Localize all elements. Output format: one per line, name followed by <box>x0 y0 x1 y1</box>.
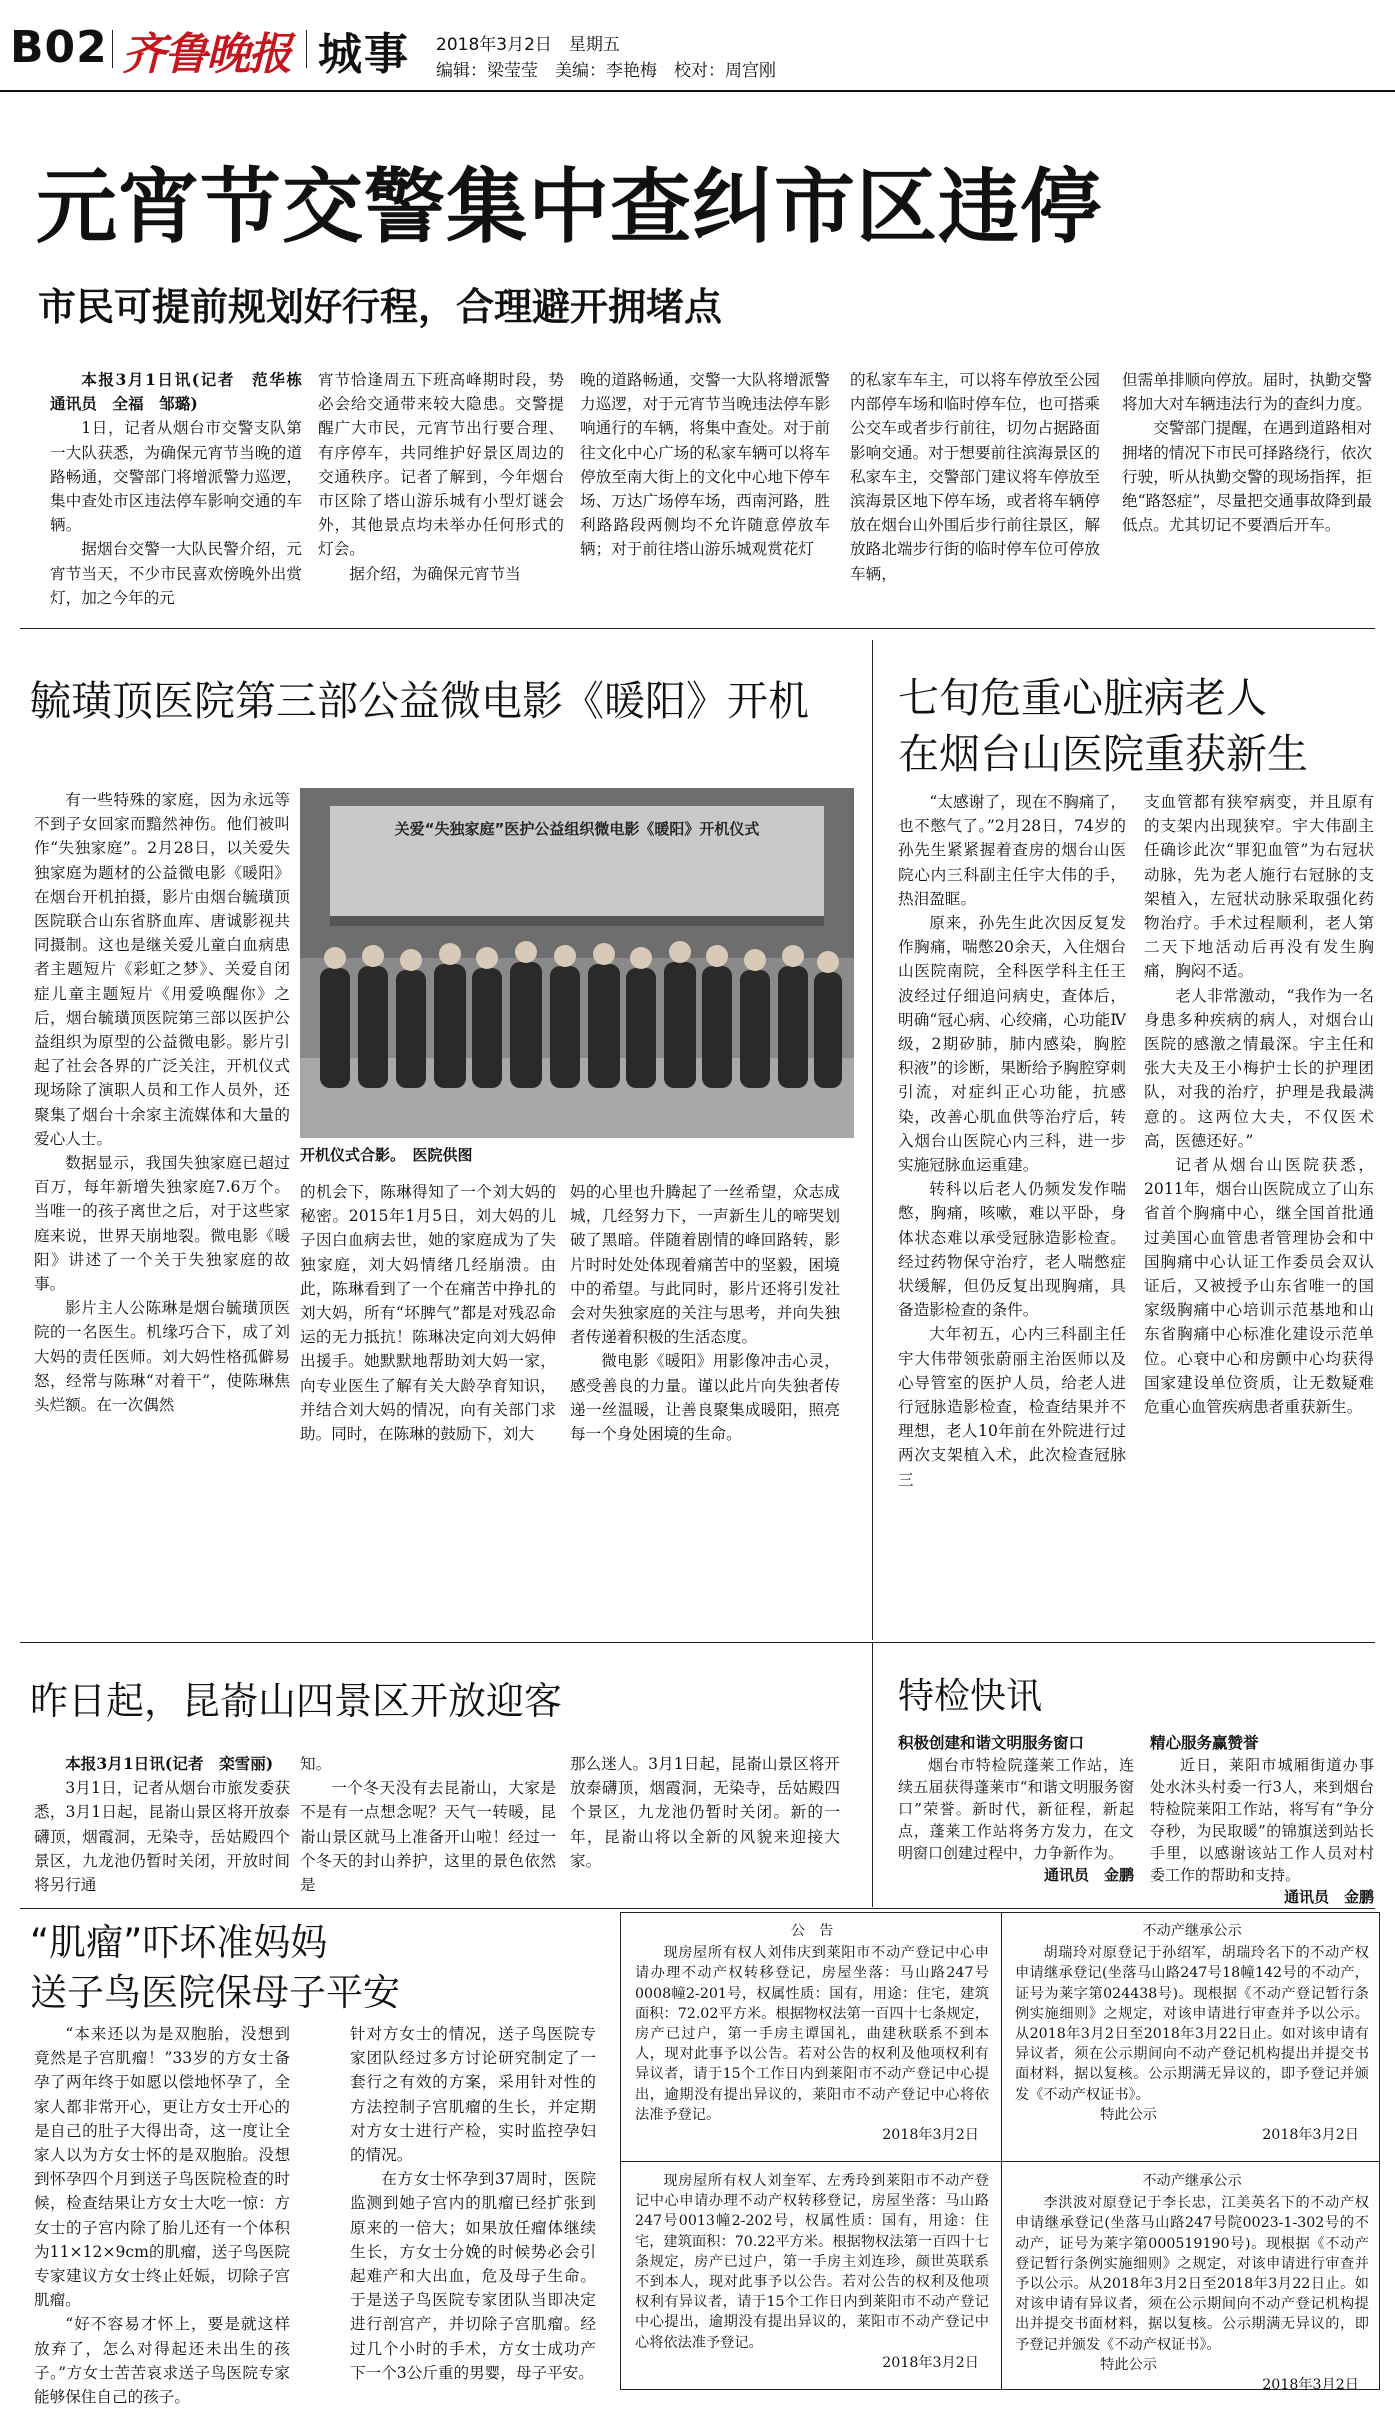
lead-col-5: 但需单排顺向停放。届时，执勤交警将加大对车辆违法行为的查纠力度。 交警部门提醒，在遇到道路相对拥堵的情况下市民可择路绕行，依次行驶，听从执勤交警的现场指挥，拒绝“路怒症”，尽量把交通事故降到最低点。尤其切记不要酒后开车。 <box>1122 371 1372 535</box>
notices-box <box>620 1912 1380 2394</box>
tejian-headline: 特检快讯 <box>898 1676 1043 1717</box>
tejian-item-b <box>1150 1732 1374 1906</box>
tejian-b-body: 近日，莱阳市城厢街道办事处水沐头村委一行3人，来到烟台特检院莱阳工作站，将写有“争分夺秒，为民取暖”的锦旗送到站长手里，以感谢该站工作人员对村委工作的帮助和支持。 <box>1150 1756 1374 1884</box>
movie-col-1: 有一些特殊的家庭，因为永远等不到子女回家而黯然神伤。他们被叫作“失独家庭”。2月28日，以关爱失独家庭为题材的公益微电影《暖阳》在烟台开机拍摄，影片由烟台毓璜顶医院联合山东省脐血库、唐诚影视共同摄制。这也是继关爱儿童白血病患者主题短片《彩虹之梦》、关爱自闭症儿童主题短片《用爱唤醒你》之后，烟台毓璜顶医院第三部以医护公益组织为原型的公益微电影。影片引起了社会各界的广泛关注，开机仪式现场除了演职人员和工作人员外，还聚集了烟台十余家主流媒体和大量的爱心人士。 数据显示，我国失独家庭已超过百万，每年新增失独家庭7.6万个。当唯一的孩子离世之后，对于这些家庭来说，世界天崩地裂。微电影《暖阳》讲述了一个关于失独家庭的故事。 影片主人公陈琳是烟台毓璜顶医院的一名医生。机缘巧合下，成了刘大妈的责任医师。刘大妈性格孤僻易怒，经常与陈琳“对着干”，使陈琳焦头烂额。在一次偶然 <box>34 791 290 1415</box>
tejian-a-sign: 通讯员 金鹏 <box>1043 1866 1134 1884</box>
tejian-b-title: 精心服务赢赞誉 <box>1150 1734 1259 1752</box>
masthead <box>0 0 1395 95</box>
kunyu-headline: 昨日起，昆嵛山四景区开放迎客 <box>30 1679 563 1723</box>
notice-1: 公 告 现房屋所有权人刘伟庆到莱阳市不动产登记中心申请办理不动产权转移登记，房屋坐落：马山路247号0008幢2-201号，权属性质：国有，用途：住宅，建筑面积：72.02平方米。根据物权法第一百四十七条规定，房产已过户，第一手房主谭国礼，曲建秋联系不到本人，现对此事予以公告。若对公告的权利及他项权利有异议者，请于15个工作日内到莱阳市不动产登记中心提出，逾期没有提出异议的，莱阳市不动产登记中心将依法准予登记。 2018年3月2日 <box>635 1923 989 2144</box>
group-photo-illustration <box>300 788 854 1138</box>
heart-headline: 七旬危重心脏病老人 在烟台山医院重获新生 <box>898 674 1308 778</box>
kunyu-col-1: 本报3月1日讯(记者 栾雪丽) 3月1日，记者从烟台市旅发委获悉，3月1日起，昆嵛山景区将开放泰礴顶，烟霞洞，无染寺，岳姑殿四个景区，九龙池仍暂时关闭，开放时间将另行通 <box>34 1754 290 1895</box>
photo-caption: 开机仪式合影。 医院供图 <box>300 1146 473 1164</box>
section-title: 城事 <box>318 29 410 80</box>
movie-photo <box>300 788 854 1168</box>
heart-col-1: “太感谢了，现在不胸痛了，也不憋气了。”2月28日，74岁的孙先生紧紧握着查房的烟台山医院心内三科副主任宇大伟的手，热泪盈眶。 原来，孙先生此次因反复发作胸痛，喘憋20余天，入住烟台山医院南院，全科医学科主任王波经过仔细追问病史，查体后，明确“冠心病、心绞痛，心功能Ⅳ级，2期矽肺，肺内感染，胸腔积液”的诊断，果断给予胸腔穿刺引流，对症纠正心功能，抗感染，改善心肌血供等治疗后，转入烟台山医院心内三科，进一步实施冠脉血运重建。 转科以后老人仍频发发作喘憋，胸痛，咳嗽，难以平卧，身体状态难以承受冠脉造影检查。经过药物保守治疗，老人喘憋症状缓解，但仍反复出现胸痛，具备造影检查的条件。 大年初五，心内三科副主任宇大伟带领张蔚丽主治医师以及心导管室的医护人员，给老人进行冠脉造影检查，检查结果并不理想，老人10年前在外院进行过两次支架植入术，此次检查冠脉三 <box>898 793 1126 1489</box>
fibroid-col-1: “本来还以为是双胞胎，没想到竟然是子宫肌瘤！”33岁的方女士备孕了两年终于如愿以偿地怀孕了，全家人都非常开心，更让方女士开心的是自己的肚子大得出奇，这一度让全家人以为方女士怀的是双胞胎。没想到怀孕四个月到送子鸟医院检查的时候，检查结果让方女士大吃一惊：方女士的子宫内除了胎儿还有一个体积为11×12×9cm的肌瘤，送子鸟医院专家建议方女士终止妊娠，切除子宫肌瘤。 “好不容易才怀上，要是就这样放弃了，怎么对得起还未出生的孩子。”方女士苦苦哀求送子鸟医院专家能够保住自己的孩子。 <box>34 2025 290 2407</box>
lead-headline: 元宵节交警集中查纠市区违停 <box>36 161 1103 255</box>
kunyu-col-3: 那么迷人。3月1日起，昆嵛山景区将开放泰礴顶，烟霞洞，无染寺，岳姑殿四个景区，九龙池仍暂时关闭。新的一年，昆嵛山将以全新的风貌来迎接大家。 <box>570 1755 840 1870</box>
lead-col-4: 的私家车车主，可以将车停放至公园内部停车场和临时停车位，也可搭乘公交车或者步行前往，切勿占据路面影响交通。对于想要前往滨海景区的私家车主，交警部门建议将车停放至滨海景区地下停车场，或者将车辆停放在烟台山外围后步行前往景区，解放路北端步行街的临时停车位可停放车辆， <box>850 371 1100 583</box>
paper-logo: 齐鲁晚报 <box>122 29 290 80</box>
tejian-a-title: 积极创建和谐文明服务窗口 <box>898 1734 1085 1752</box>
lead-col-3: 晚的道路畅通，交警一大队将增派警力巡逻，对于元宵节当晚违法停车影响通行的车辆，将集中查处。对于前往文化中心广场的私家车辆可以将车停放至南大街上的文化中心地下停车场、万达广场停车场，西南河路，胜利路路段两侧均不允许随意停放车辆；对于前往塔山游乐城观赏花灯 <box>580 371 830 559</box>
notice-4: 不动产继承公示 李洪波对原登记于李长忠，江美英名下的不动产权申请继承登记(坐落马山路247号院0023-1-302号的不动产，证号为莱字第000519190号)。现根据《不动产登记暂行条例实施细则》之规定，对该申请进行审查并予以公示。从2018年3月2日至2018年3月22日止。如对该申请有异议者，须在公示期间向不动产登记机构提出并提交书面材料，据以复核。公示期满无异议的，即予登记并颁发《不动产权证书》。 特此公示 2018年3月2日 <box>1015 2173 1369 2394</box>
lead-subhead: 市民可提前规划好行程，合理避开拥堵点 <box>38 285 723 329</box>
lead-col-1: 本报3月1日讯(记者 范华栋 通讯员 全福 邹璐) 1日，记者从烟台市交警支队第一大队获悉，为确保元宵节当晚的道路畅通，交警部门将增派警力巡逻，集中查处市区违法停车影响交通的车辆。 据烟台交警一大队民警介绍，元宵节当天，不少市民喜欢傍晚外出赏灯，加之今年的元 <box>50 370 318 607</box>
fibroid-headline: “肌瘤”吓坏准妈妈 送子鸟医院保母子平安 <box>30 1921 400 2014</box>
notice-3: 现房屋所有权人刘奎军、左秀玲到莱阳市不动产登记中心申请办理不动产权转移登记，房屋坐落：马山路247号0013幢2-202号，权属性质：国有，用途：住宅，建筑面积：70.22平方米。根据物权法第一百四十七条规定，房产已过户，第一手房主刘连珍，颜世英联系不到本人，现对此事予以公告。若对公告的权利及他项权利有异议者，请于15个工作日内到莱阳市不动产登记中心提出，逾期没有提出异议的，莱阳市不动产登记中心将依法准予登记。 2018年3月2日 <box>635 2173 989 2371</box>
movie-col-2: 的机会下，陈琳得知了一个刘大妈的秘密。2015年1月5日，刘大妈的儿子因白血病去世，她的家庭成为了失独家庭，刘大妈情绪几经崩溃。由此，陈琳看到了一个在痛苦中挣扎的刘大妈，所有“坏脾气”都是对残忍命运的无力抵抗！陈琳决定向刘大妈伸出援手。她默默地帮助刘大妈一家，向专业医生了解有关大龄孕育知识，并结合刘大妈的情况，向有关部门求助。同时，在陈琳的鼓励下，刘大 <box>300 1183 556 1444</box>
tejian-item-a <box>898 1732 1134 1902</box>
staff-credits: 编辑：梁莹莹 美编：李艳梅 校对：周宫刚 <box>436 61 776 81</box>
tejian-a-body: 烟台市特检院蓬莱工作站，连续五届获得蓬莱市“和谐文明服务窗口”荣誉。新时代，新征程，新起点，蓬莱工作站将务方发力，在文明窗口创建过程中，力争新作为。 <box>898 1756 1134 1862</box>
movie-headline: 毓璜顶医院第三部公益微电影《暖阳》开机 <box>30 677 809 725</box>
page-number: B02 <box>10 22 108 73</box>
issue-date: 2018年3月2日 星期五 <box>436 35 620 55</box>
movie-col-3: 妈的心里也升腾起了一丝希望，众志成城，几经努力下，一声新生儿的啼哭划破了黑暗。伴随着剧情的峰回路转，影片时时处处体现着痛苦中的坚毅，困境中的希望。与此同时，影片还将引发社会对失独家庭的关注与思考，并向失独者传递着积极的生活态度。 微电影《暖阳》用影像冲击心灵，感受善良的力量。谨以此片向失独者传递一丝温暖，让善良聚集成暖阳，照亮每一个身处困境的生命。 <box>570 1183 840 1444</box>
photo-banner-text: 关爱“失独家庭”医护公益组织微电影《暖阳》开机仪式 <box>394 820 760 838</box>
notice-2: 不动产继承公示 胡瑞玲对原登记于孙绍军，胡瑞玲名下的不动产权申请继承登记(坐落马山路247号18幢142号的不动产，证号为莱字第024438号)。现根据《不动产登记暂行条例实施细则》之规定，对该申请进行审查并予以公示。从2018年3月2日至2018年3月22日止。如对该申请有异议者，须在公示期间向不动产登记机构提出并提交书面材料，据以复核。公示期满无异议的，即予登记并颁发《不动产权证书》。 特此公示 2018年3月2日 <box>1015 1923 1369 2144</box>
fibroid-col-2: 针对方女士的情况，送子鸟医院专家团队经过多方讨论研究制定了一套行之有效的方案，采用针对性的方法控制子宫肌瘤的生长，并定期对方女士进行产检，实时监控孕妇的情况。 在方女士怀孕到37周时，医院监测到她子宫内的肌瘤已经扩张到原来的一倍大；如果放任瘤体继续生长，方女士分娩的时候势必会引起难产和大出血，危及母子生命。于是送子鸟医院专家团队当即决定进行剖宫产，并切除子宫肌瘤。经过几个小时的手术，方女士成功产下一个3公斤重的男婴，母子平安。 <box>350 2025 596 2382</box>
tejian-b-sign: 通讯员 金鹏 <box>1283 1888 1374 1906</box>
kunyu-col-2: 知。 一个冬天没有去昆嵛山，大家是不是有一点想念呢？天气一转暖，昆嵛山景区就马上准备开山啦！经过一个冬天的封山养护，这里的景色依然是 <box>300 1755 556 1895</box>
heart-col-2: 支血管都有狭窄病变，并且原有的支架内出现狭窄。宇大伟副主任确诊此次“罪犯血管”为右冠状动脉，先为老人施行右冠脉的支架植入，左冠状动脉采取强化药物治疗。手术过程顺利，老人第二天下地活动后再没有发生胸痛，胸闷不适。 老人非常激动，“我作为一名身患多种疾病的病人，对烟台山医院的感激之情最深。宇主任和张大夫及王小梅护士长的护理团队，对我的治疗，护理是我最满意的。这两位大夫，不仅医术高，医德还好。” 记者从烟台山医院获悉，2011年，烟台山医院成立了山东省首个胸痛中心，继全国首批通过美国心血管患者管理协会和中国胸痛中心认证工作委员会双认证后，又被授予山东省唯一的国家级胸痛中心培训示范基地和山东省胸痛中心标准化建设示范单位。心衰中心和房颤中心均获得国家建设单位资质，让无数疑难危重心血管疾病患者重获新生。 <box>1144 793 1374 1417</box>
lead-col-2: 宵节恰逢周五下班高峰期时段，势必会给交通带来较大隐患。交警提醒广大市民，元宵节出行要合理、有序停车，共同维护好景区周边的交通秩序。记者了解到，今年烟台市区除了塔山游乐城有小型灯谜会外，其他景点均未举办任何形式的灯会。 据介绍，为确保元宵节当 <box>318 371 564 583</box>
